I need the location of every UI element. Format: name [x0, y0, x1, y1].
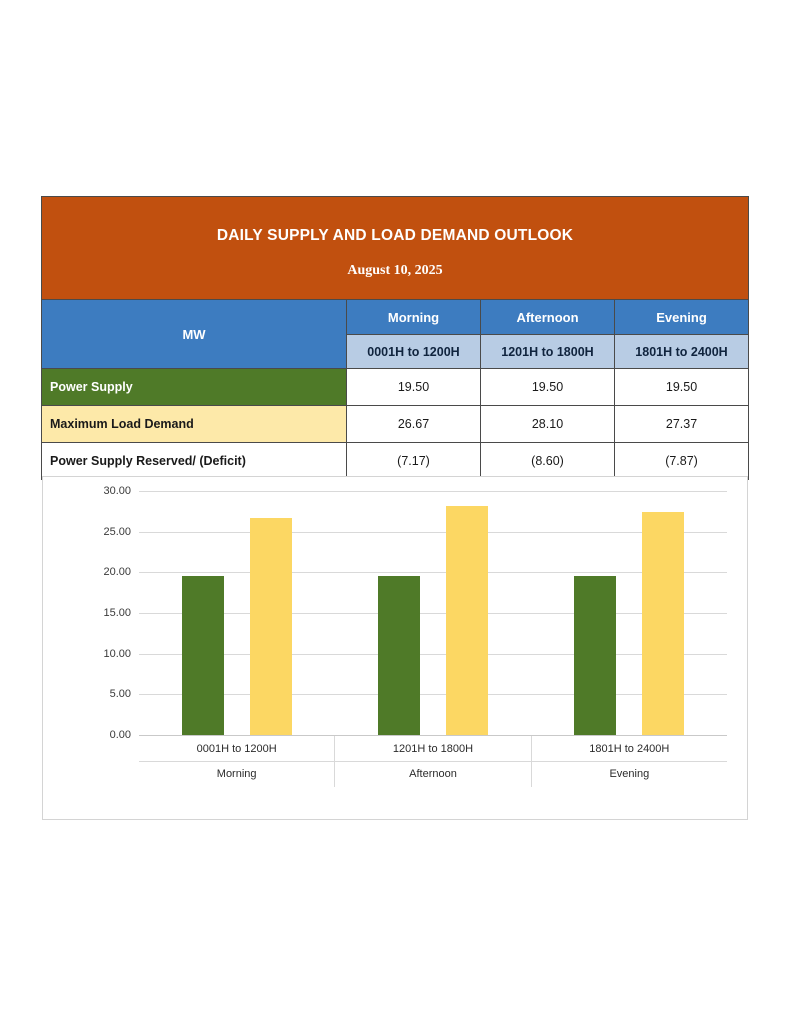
cell-max-load-evening: 27.37 — [615, 406, 749, 443]
row-label-max-load-demand: Maximum Load Demand — [42, 406, 347, 443]
report-date: August 10, 2025 — [347, 263, 443, 278]
x-axis-group-label: Afternoon — [335, 761, 531, 787]
cell-max-load-morning: 26.67 — [347, 406, 481, 443]
cell-reserve-evening: (7.87) — [615, 443, 749, 480]
chart-plot-area — [103, 485, 727, 741]
supply-demand-table — [41, 196, 748, 480]
row-label-power-supply: Power Supply — [42, 369, 347, 406]
chart-bar — [642, 512, 684, 735]
x-axis-tick-label: 0001H to 1200H — [139, 736, 335, 761]
chart-category-row — [139, 736, 727, 761]
chart-gridline — [103, 525, 727, 538]
chart-group-row — [139, 761, 727, 787]
period-header-afternoon: Afternoon — [481, 300, 615, 335]
row-label-reserve-deficit: Power Supply Reserved/ (Deficit) — [42, 443, 347, 480]
chart-gridline — [103, 566, 727, 579]
table-title-row — [42, 197, 749, 300]
period-header-evening: Evening — [615, 300, 749, 335]
chart-bar — [446, 506, 488, 735]
table-title-cell — [42, 197, 749, 300]
x-axis-tick-label: 1201H to 1800H — [335, 736, 531, 761]
table-row — [42, 443, 749, 480]
chart-bar — [378, 576, 420, 735]
period-hours-evening: 1801H to 2400H — [615, 335, 749, 369]
y-axis-tick-label: 5.00 — [109, 688, 131, 701]
table-row — [42, 406, 749, 443]
chart-category-axis — [139, 735, 727, 787]
cell-power-supply-morning: 19.50 — [347, 369, 481, 406]
cell-reserve-morning: (7.17) — [347, 443, 481, 480]
y-axis-tick-label: 25.00 — [103, 525, 131, 538]
chart-gridline — [103, 607, 727, 619]
period-header-morning: Morning — [347, 300, 481, 335]
period-hours-afternoon: 1201H to 1800H — [481, 335, 615, 369]
y-axis-tick-label: 15.00 — [103, 607, 131, 619]
chart-gridline — [109, 688, 727, 701]
x-axis-group-label: Morning — [139, 761, 335, 787]
table-header-row-periods — [42, 300, 749, 335]
x-axis-tick-label: 1801H to 2400H — [589, 743, 670, 755]
y-axis-tick-label: 30.00 — [103, 485, 131, 497]
y-axis-tick-label: 20.00 — [103, 566, 131, 579]
chart-bar — [250, 518, 292, 735]
period-hours-morning: 0001H to 1200H — [347, 335, 481, 369]
y-axis-tick-label: 10.00 — [103, 647, 131, 660]
chart-gridline — [103, 485, 727, 497]
cell-power-supply-afternoon: 19.50 — [481, 369, 615, 406]
y-axis-tick-label: 0.00 — [109, 729, 131, 741]
page-title: DAILY SUPPLY AND LOAD DEMAND OUTLOOK — [216, 227, 574, 244]
x-axis-group-label: Evening — [532, 761, 727, 787]
supply-demand-bar-chart — [42, 476, 748, 820]
chart-bar — [574, 576, 616, 735]
cell-power-supply-evening: 19.50 — [615, 369, 749, 406]
cell-reserve-afternoon: (8.60) — [481, 443, 615, 480]
chart-bar — [182, 576, 224, 735]
table-row — [42, 369, 749, 406]
chart-gridline — [103, 647, 727, 660]
cell-max-load-afternoon: 28.10 — [481, 406, 615, 443]
unit-header-cell: MW — [42, 300, 347, 369]
